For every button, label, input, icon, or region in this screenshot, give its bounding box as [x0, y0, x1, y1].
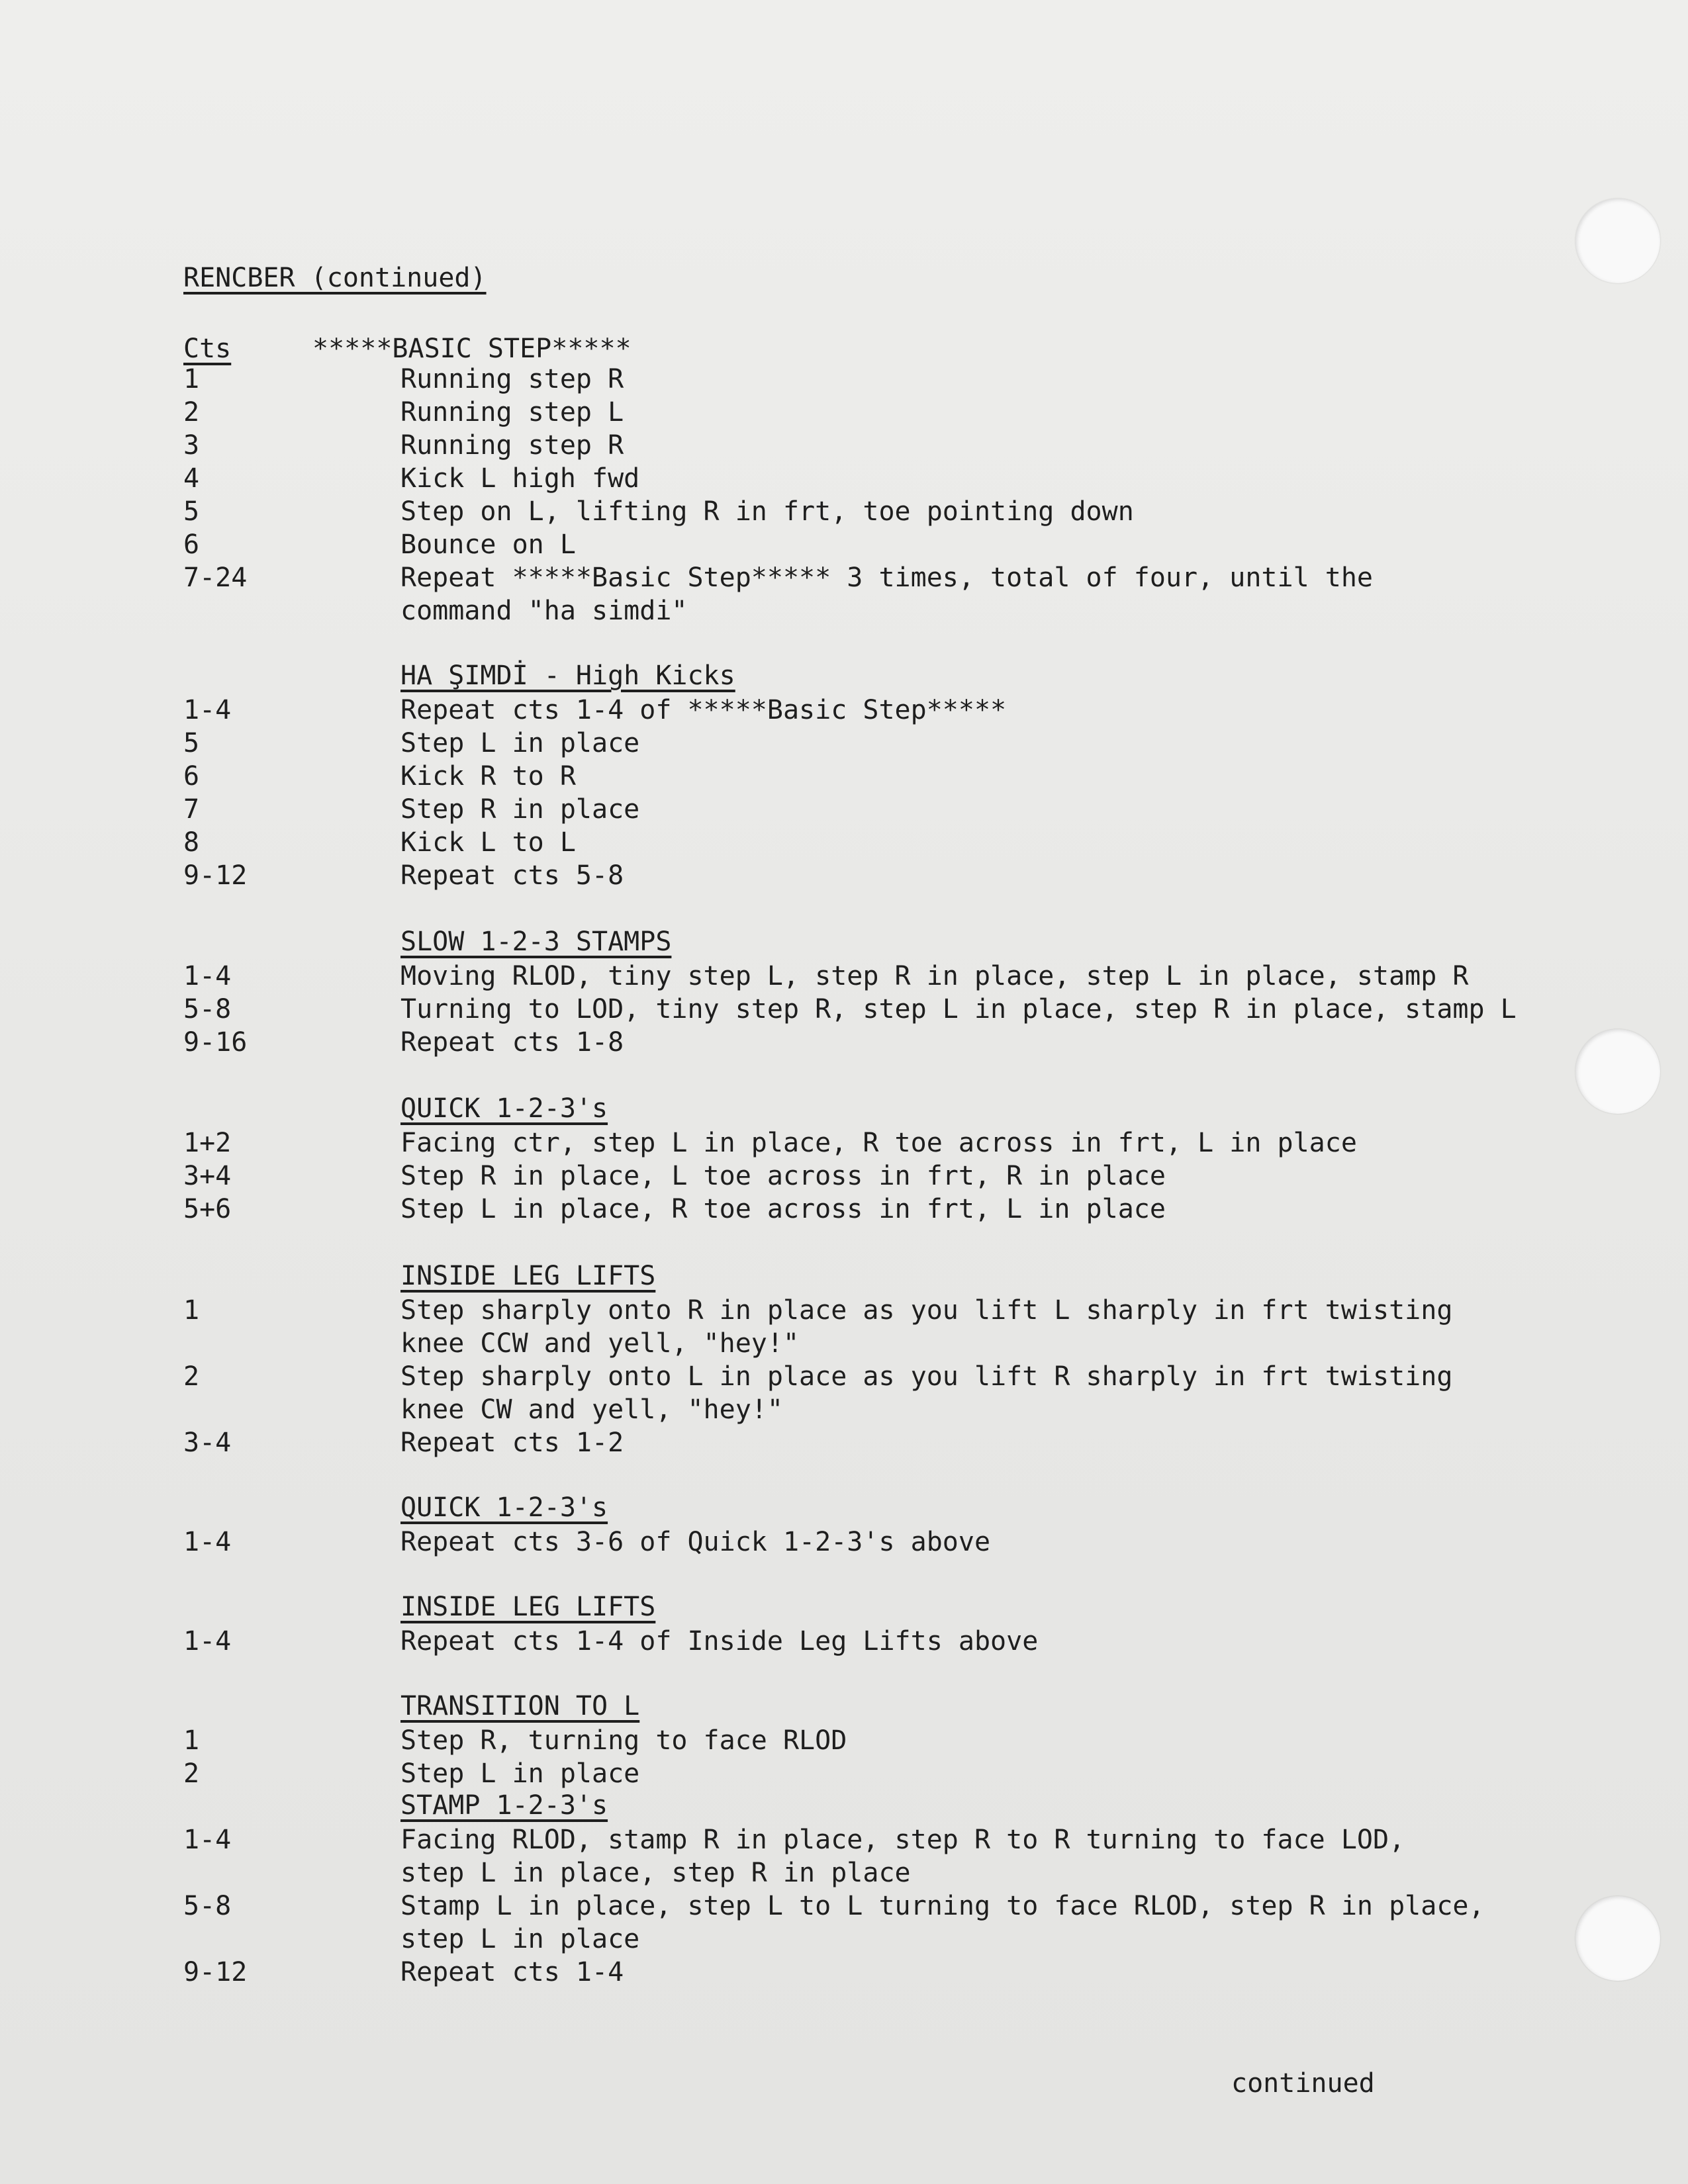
description-cell: Running step R — [400, 430, 624, 461]
section-heading: INSIDE LEG LIFTS — [400, 1261, 656, 1291]
description-cell: knee CCW and yell, "hey!" — [400, 1328, 800, 1359]
section-heading: HA ŞIMDİ - High Kicks — [400, 660, 735, 691]
count-cell: 1 — [183, 1295, 200, 1326]
count-cell: 2 — [183, 1361, 200, 1392]
count-cell: 9-16 — [183, 1027, 248, 1058]
count-cell: 4 — [183, 463, 200, 494]
section-heading: QUICK 1-2-3's — [400, 1093, 608, 1124]
count-cell: 1 — [183, 364, 200, 394]
count-cell: 3-4 — [183, 1428, 232, 1458]
description-cell: Step on L, lifting R in frt, toe pointing down — [400, 496, 1134, 527]
continued-note: continued — [1231, 2068, 1375, 2099]
description-cell: Stamp L in place, step L to L turning to face RLOD, step R in place, — [400, 1891, 1485, 1921]
description-cell: step L in place, step R in place — [400, 1858, 911, 1888]
description-cell: Repeat cts 1-2 — [400, 1428, 624, 1458]
description-cell: Repeat *****Basic Step***** 3 times, total of four, until the — [400, 563, 1374, 593]
description-cell: Step R in place — [400, 794, 640, 825]
count-cell: 9-12 — [183, 1957, 248, 1987]
description-cell: Step R in place, L toe across in frt, R in place — [400, 1161, 1166, 1191]
section-heading: TRANSITION TO L — [400, 1691, 640, 1721]
description-cell: Repeat cts 1-8 — [400, 1027, 624, 1058]
count-cell: 5-8 — [183, 994, 232, 1024]
count-cell: 2 — [183, 1758, 200, 1789]
punch-hole — [1575, 199, 1660, 283]
count-cell: 8 — [183, 827, 200, 858]
count-cell: 1-4 — [183, 1527, 232, 1557]
description-cell: Repeat cts 3-6 of Quick 1-2-3's above — [400, 1527, 991, 1557]
section-heading: QUICK 1-2-3's — [400, 1492, 608, 1523]
count-cell: 1-4 — [183, 695, 232, 725]
counts-column-header: Cts — [183, 334, 232, 364]
description-cell: knee CW and yell, "hey!" — [400, 1394, 783, 1425]
count-cell: 3 — [183, 430, 200, 461]
description-cell: Facing RLOD, stamp R in place, step R to R turning to face LOD, — [400, 1825, 1405, 1855]
page-header: RENCBER (continued) — [183, 263, 487, 293]
count-cell: 5 — [183, 728, 200, 758]
count-cell: 3+4 — [183, 1161, 232, 1191]
description-cell: Moving RLOD, tiny step L, step R in place, step L in place, stamp R — [400, 961, 1469, 991]
count-cell: 1+2 — [183, 1128, 232, 1158]
description-cell: Running step L — [400, 397, 624, 428]
count-cell: 5+6 — [183, 1194, 232, 1224]
description-cell: Kick R to R — [400, 761, 576, 792]
section-heading: STAMP 1-2-3's — [400, 1790, 608, 1821]
description-cell: Step L in place, R toe across in frt, L in place — [400, 1194, 1166, 1224]
description-cell: Turning to LOD, tiny step R, step L in place, step R in place, stamp L — [400, 994, 1517, 1024]
count-cell: 9-12 — [183, 860, 248, 891]
section-heading: SLOW 1-2-3 STAMPS — [400, 927, 672, 957]
description-cell: Bounce on L — [400, 529, 576, 560]
description-cell: Running step R — [400, 364, 624, 394]
basic-step-title: *****BASIC STEP***** — [312, 334, 632, 364]
description-cell: Kick L to L — [400, 827, 576, 858]
count-cell: 1 — [183, 1725, 200, 1756]
count-cell: 6 — [183, 761, 200, 792]
count-cell: 1-4 — [183, 1626, 232, 1657]
description-cell: Step R, turning to face RLOD — [400, 1725, 847, 1756]
count-cell: 1-4 — [183, 961, 232, 991]
description-cell: Repeat cts 1-4 of *****Basic Step***** — [400, 695, 1007, 725]
description-cell: command "ha simdi" — [400, 596, 688, 626]
description-cell: Facing ctr, step L in place, R toe across in frt, L in place — [400, 1128, 1357, 1158]
count-cell: 2 — [183, 397, 200, 428]
count-cell: 5 — [183, 496, 200, 527]
description-cell: Repeat cts 5-8 — [400, 860, 624, 891]
count-cell: 1-4 — [183, 1825, 232, 1855]
description-cell: Step sharply onto R in place as you lift L sharply in frt twisting — [400, 1295, 1453, 1326]
description-cell: Step L in place — [400, 1758, 640, 1789]
description-cell: Step L in place — [400, 728, 640, 758]
description-cell: Repeat cts 1-4 — [400, 1957, 624, 1987]
count-cell: 6 — [183, 529, 200, 560]
description-cell: Repeat cts 1-4 of Inside Leg Lifts above — [400, 1626, 1039, 1657]
section-heading: INSIDE LEG LIFTS — [400, 1592, 656, 1622]
count-cell: 7 — [183, 794, 200, 825]
count-cell: 7-24 — [183, 563, 248, 593]
count-cell: 5-8 — [183, 1891, 232, 1921]
description-cell: step L in place — [400, 1924, 640, 1954]
description-cell: Step sharply onto L in place as you lift R sharply in frt twisting — [400, 1361, 1453, 1392]
description-cell: Kick L high fwd — [400, 463, 640, 494]
